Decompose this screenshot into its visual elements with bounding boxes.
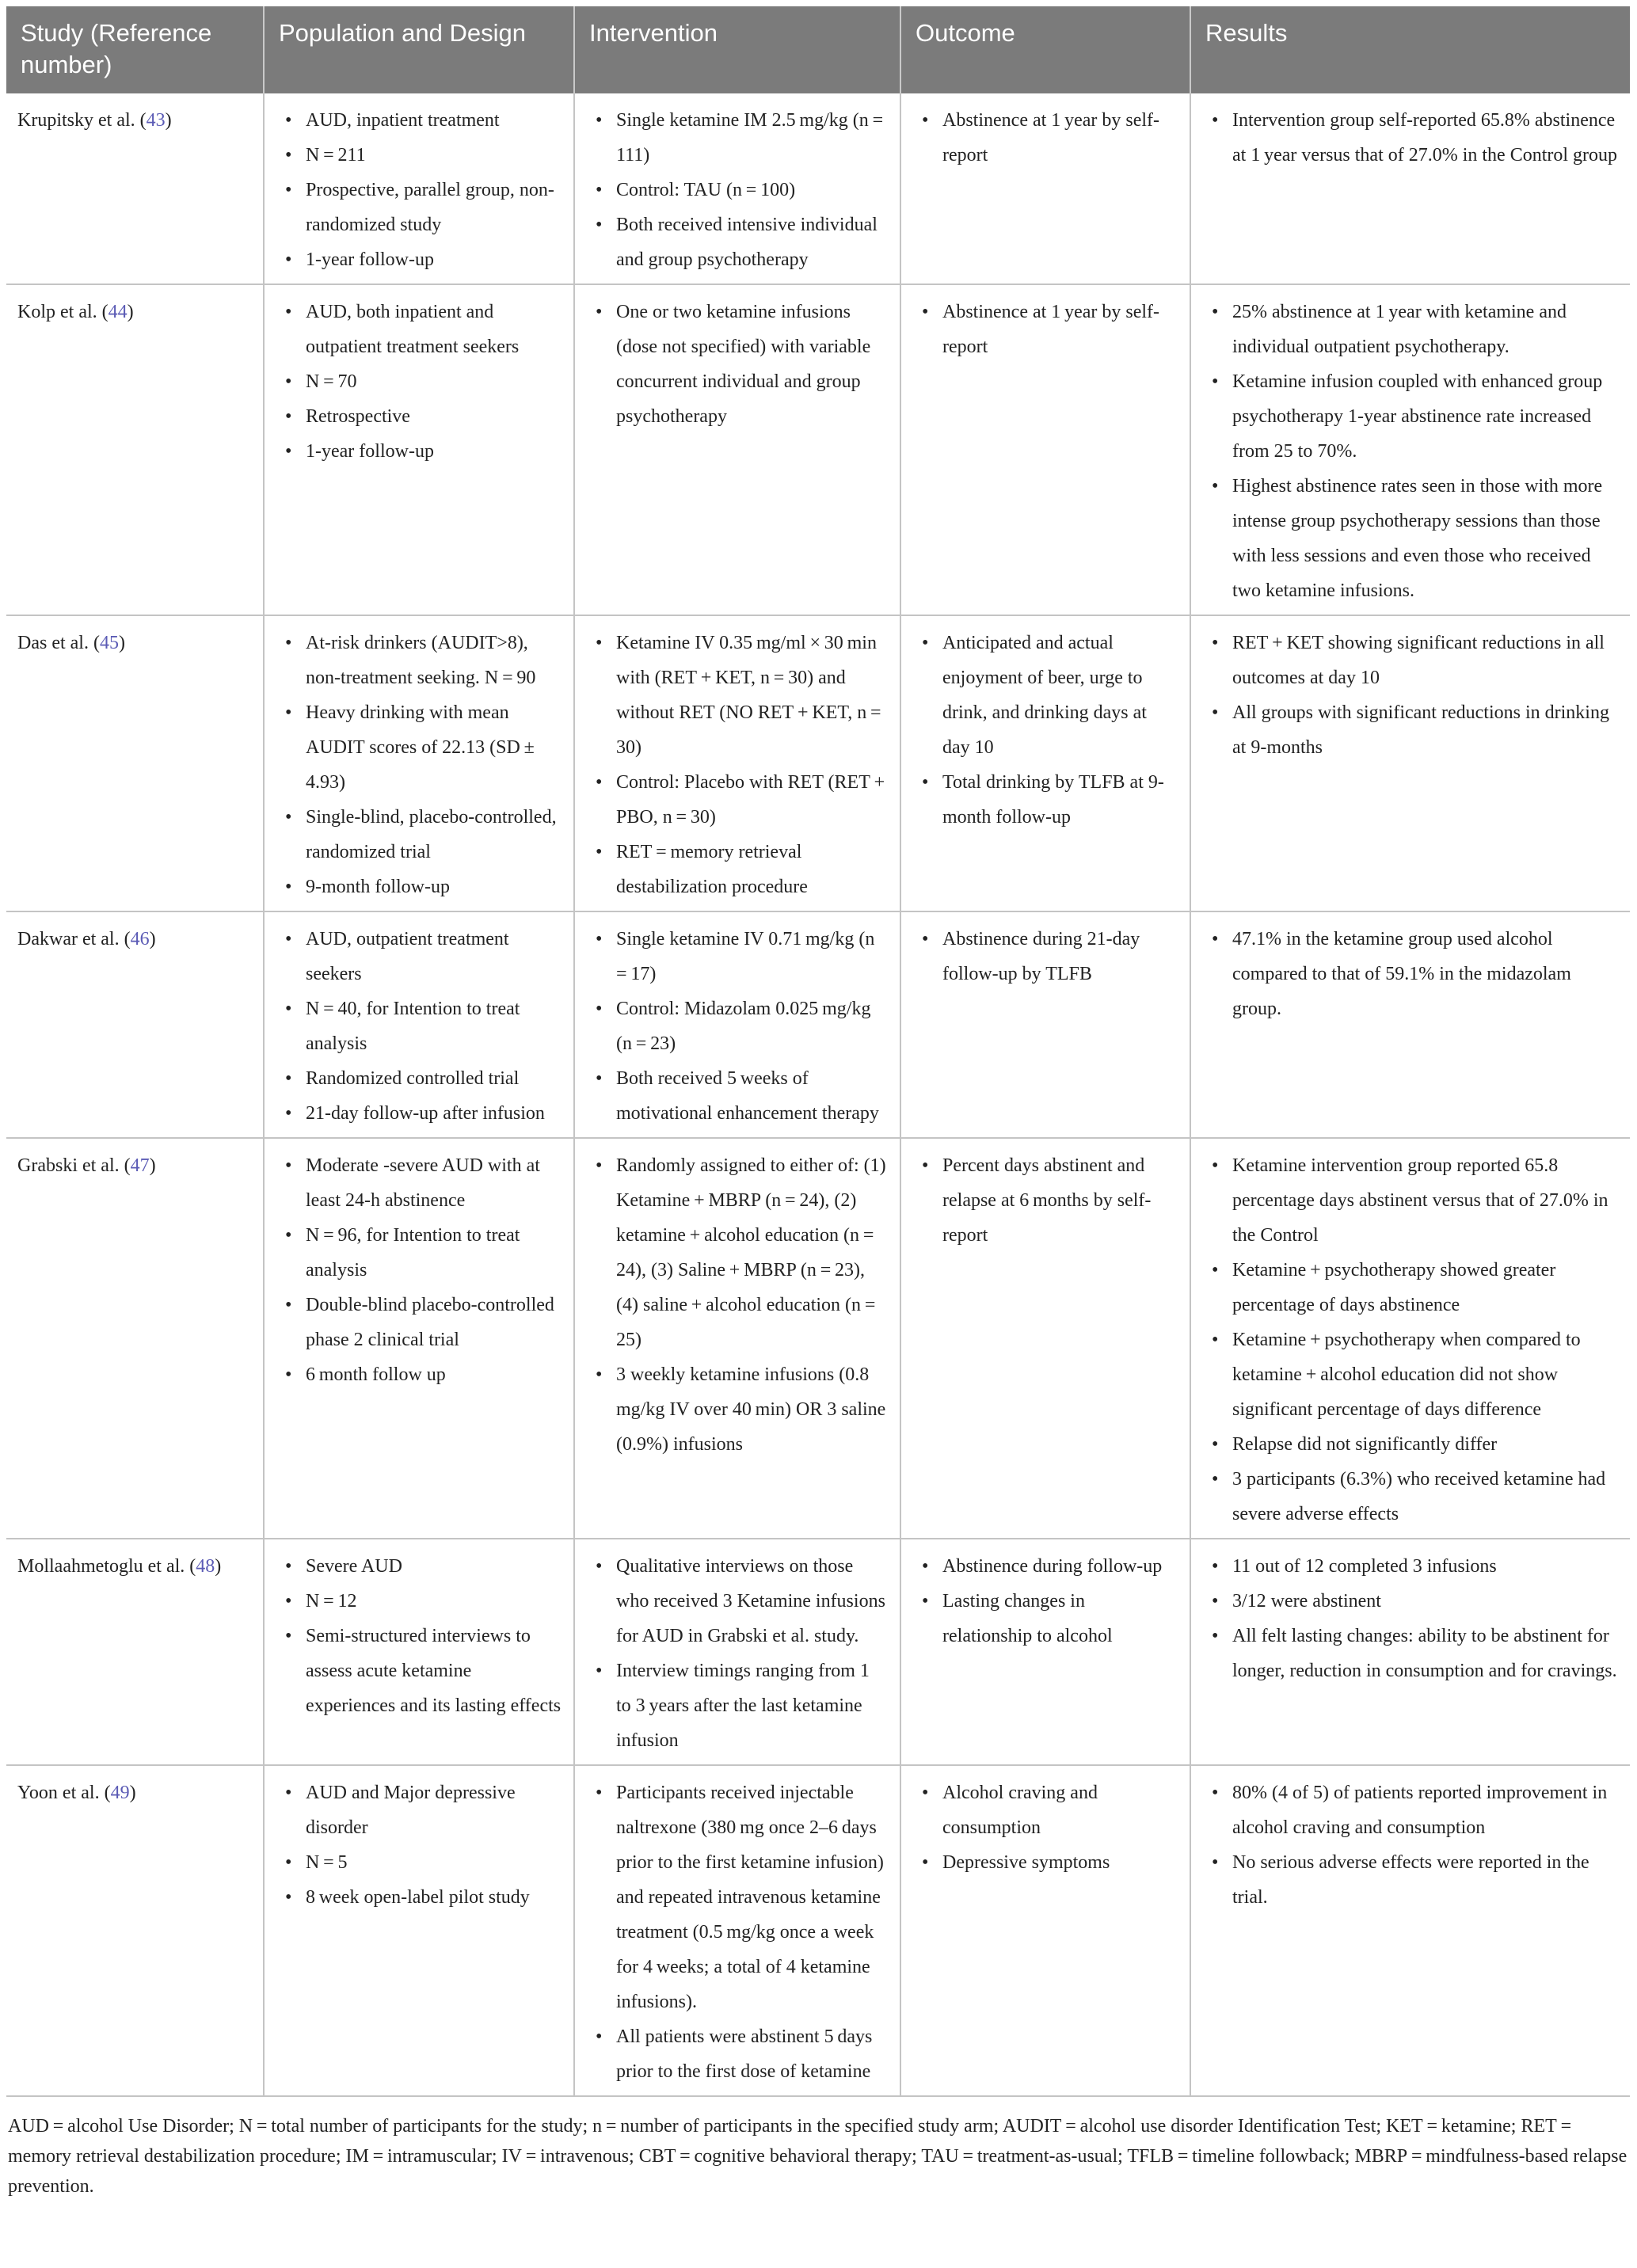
list-item: • Ketamine infusion coupled with enhanced group psychotherapy 1-year abstinence rate increased from 25 to 70%.: [1205, 364, 1619, 469]
results-cell: [1190, 1539, 1630, 1765]
population-cell: [264, 615, 574, 911]
studies-table: [6, 6, 1630, 2097]
outcome-list: [916, 295, 1178, 364]
ref-open-paren: (: [119, 929, 131, 949]
results-cell: [1190, 1765, 1630, 2096]
list-item: • N = 12: [279, 1584, 562, 1619]
study-cell: [6, 615, 264, 911]
table-body: [6, 93, 1630, 2096]
results-cell: [1190, 911, 1630, 1138]
results-cell: [1190, 1138, 1630, 1539]
reference-link[interactable]: 43: [146, 110, 166, 131]
list-item: • All groups with significant reductions in drinking at 9-months: [1205, 695, 1619, 765]
results-list: [1205, 922, 1619, 1026]
study-name: Krupitsky et al.: [17, 110, 135, 131]
list-item: • Heavy drinking with mean AUDIT scores of 22.13 (SD ± 4.93): [279, 695, 562, 800]
study-name: Das et al.: [17, 633, 89, 653]
ref-close-paren: ): [149, 1155, 156, 1176]
list-item: • 47.1% in the ketamine group used alcohol compared to that of 59.1% in the midazolam group.: [1205, 922, 1619, 1026]
list-item: • Semi-structured interviews to assess acute ketamine experiences and its lasting effects: [279, 1619, 562, 1723]
list-item: • 3/12 were abstinent: [1205, 1584, 1619, 1619]
list-item: • N = 96, for Intention to treat analysis: [279, 1218, 562, 1288]
list-item: • Randomly assigned to either of: (1) Ketamine + MBRP (n = 24), (2) ketamine + alcohol education (n = 24), (3) Saline + MBRP (n = 23), (4) saline + alcohol education (n = 25): [589, 1148, 889, 1357]
intervention-list: [589, 922, 889, 1131]
table-row: [6, 911, 1630, 1138]
list-item: • Both received 5 weeks of motivational enhancement therapy: [589, 1061, 889, 1131]
list-item: • 3 participants (6.3%) who received ketamine had severe adverse effects: [1205, 1462, 1619, 1532]
list-item: • RET + KET showing significant reductions in all outcomes at day 10: [1205, 626, 1619, 695]
intervention-list: [589, 1549, 889, 1758]
list-item: • AUD, both inpatient and outpatient treatment seekers: [279, 295, 562, 364]
list-item: • Single-blind, placebo-controlled, randomized trial: [279, 800, 562, 870]
ref-close-paren: ): [127, 302, 134, 322]
population-cell: [264, 1765, 574, 2096]
population-list: [279, 1148, 562, 1392]
table-row: [6, 1138, 1630, 1539]
table-row: [6, 1539, 1630, 1765]
list-item: • Highest abstinence rates seen in those with more intense group psychotherapy sessions than those with less sessions and even those who received two ketamine infusions.: [1205, 469, 1619, 608]
population-cell: [264, 1539, 574, 1765]
table-footnote: AUD = alcohol Use Disorder; N = total number of participants for the study; n = number of participants in the specified study arm; AUDIT = alcohol use disorder Identification Test; KET = ketamine; RET = memory retrieval destabilization procedure; IM = intramuscular; IV = intravenous; CBT = cognitive behavioral therapy; TAU = treatment-as-usual; TFLB = timeline followback; MBRP = mindfulness-based relapse prevention.: [8, 2116, 1627, 2197]
list-item: • 21-day follow-up after infusion: [279, 1096, 562, 1131]
list-item: • Lasting changes in relationship to alcohol: [916, 1584, 1178, 1653]
results-list: [1205, 1549, 1619, 1688]
population-cell: [264, 284, 574, 615]
outcome-list: [916, 1549, 1178, 1653]
list-item: • Abstinence at 1 year by self-report: [916, 103, 1178, 173]
list-item: • AUD, outpatient treatment seekers: [279, 922, 562, 991]
ref-open-paren: (: [97, 302, 108, 322]
list-item: • N = 70: [279, 364, 562, 399]
study-name: Yoon et al.: [17, 1783, 100, 1803]
list-item: • Relapse did not significantly differ: [1205, 1427, 1619, 1462]
list-item: • 6 month follow up: [279, 1357, 562, 1392]
population-list: [279, 626, 562, 904]
study-cell: [6, 1539, 264, 1765]
list-item: • Control: Placebo with RET (RET + PBO, n = 30): [589, 765, 889, 835]
list-item: • At-risk drinkers (AUDIT>8), non-treatment seeking. N = 90: [279, 626, 562, 695]
reference-link[interactable]: 46: [130, 929, 150, 949]
ref-open-paren: (: [185, 1556, 196, 1577]
list-item: • Interview timings ranging from 1 to 3 years after the last ketamine infusion: [589, 1653, 889, 1758]
study-cell: [6, 284, 264, 615]
reference-link[interactable]: 45: [99, 633, 119, 653]
intervention-cell: [574, 284, 900, 615]
study-name: Mollaahmetoglu et al.: [17, 1556, 185, 1577]
list-item: • AUD, inpatient treatment: [279, 103, 562, 138]
population-list: [279, 1775, 562, 1915]
study-cell: [6, 1138, 264, 1539]
list-item: • Total drinking by TLFB at 9-month follow-up: [916, 765, 1178, 835]
header-outcome: Outcome: [900, 6, 1190, 93]
intervention-cell: [574, 1539, 900, 1765]
header-intervention: Intervention: [574, 6, 900, 93]
list-item: • Intervention group self-reported 65.8% abstinence at 1 year versus that of 27.0% in the Control group: [1205, 103, 1619, 173]
list-item: • All felt lasting changes: ability to be abstinent for longer, reduction in consumption and for cravings.: [1205, 1619, 1619, 1688]
ref-close-paren: ): [149, 929, 156, 949]
population-list: [279, 295, 562, 469]
list-item: • Retrospective: [279, 399, 562, 434]
list-item: • Alcohol craving and consumption: [916, 1775, 1178, 1845]
list-item: • Severe AUD: [279, 1549, 562, 1584]
outcome-list: [916, 1775, 1178, 1880]
results-list: [1205, 1148, 1619, 1532]
list-item: • 25% abstinence at 1 year with ketamine and individual outpatient psychotherapy.: [1205, 295, 1619, 364]
list-item: • All patients were abstinent 5 days prior to the first dose of ketamine: [589, 2019, 889, 2089]
list-item: • Control: Midazolam 0.025 mg/kg (n = 23): [589, 991, 889, 1061]
list-item: • Both received intensive individual and group psychotherapy: [589, 207, 889, 277]
intervention-cell: [574, 1765, 900, 2096]
intervention-list: [589, 1148, 889, 1462]
list-item: • Abstinence at 1 year by self-report: [916, 295, 1178, 364]
ref-open-paren: (: [135, 110, 147, 131]
outcome-cell: [900, 1765, 1190, 2096]
study-name: Kolp et al.: [17, 302, 97, 322]
outcome-list: [916, 103, 1178, 173]
list-item: • N = 40, for Intention to treat analysis: [279, 991, 562, 1061]
results-list: [1205, 1775, 1619, 1915]
list-item: • Percent days abstinent and relapse at 6 months by self-report: [916, 1148, 1178, 1253]
results-cell: [1190, 615, 1630, 911]
outcome-list: [916, 922, 1178, 991]
list-item: • RET = memory retrieval destabilization procedure: [589, 835, 889, 904]
intervention-list: [589, 103, 889, 277]
ref-open-paren: (: [99, 1783, 111, 1803]
reference-link[interactable]: 49: [110, 1783, 130, 1803]
list-item: • Ketamine + psychotherapy showed greater percentage of days abstinence: [1205, 1253, 1619, 1322]
reference-link[interactable]: 47: [130, 1155, 150, 1176]
list-item: • 80% (4 of 5) of patients reported improvement in alcohol craving and consumption: [1205, 1775, 1619, 1845]
header-population: Population and Design: [264, 6, 574, 93]
table-row: [6, 93, 1630, 284]
outcome-list: [916, 626, 1178, 835]
population-cell: [264, 93, 574, 284]
header-study: Study (Reference number): [6, 6, 264, 93]
results-list: [1205, 295, 1619, 608]
population-list: [279, 1549, 562, 1723]
outcome-cell: [900, 615, 1190, 911]
population-list: [279, 103, 562, 277]
study-cell: [6, 911, 264, 1138]
list-item: • 1-year follow-up: [279, 434, 562, 469]
list-item: • 11 out of 12 completed 3 infusions: [1205, 1549, 1619, 1584]
results-list: [1205, 103, 1619, 173]
list-item: • Double-blind placebo-controlled phase 2 clinical trial: [279, 1288, 562, 1357]
list-item: • Prospective, parallel group, non-randomized study: [279, 173, 562, 242]
list-item: • Ketamine intervention group reported 65.8 percentage days abstinent versus that of 27.0% in the Control: [1205, 1148, 1619, 1253]
intervention-cell: [574, 911, 900, 1138]
ref-open-paren: (: [119, 1155, 131, 1176]
list-item: • Participants received injectable naltrexone (380 mg once 2–6 days prior to the first ketamine infusion) and repeated intravenous ketamine treatment (0.5 mg/kg once a week for 4 weeks; a total of 4 ketamine infusions).: [589, 1775, 889, 2019]
table-row: [6, 1765, 1630, 2096]
ref-close-paren: ): [165, 110, 172, 131]
table-row: [6, 615, 1630, 911]
list-item: • Single ketamine IV 0.71 mg/kg (n = 17): [589, 922, 889, 991]
list-item: • Randomized controlled trial: [279, 1061, 562, 1096]
header-row: [6, 6, 1630, 93]
list-item: • Control: TAU (n = 100): [589, 173, 889, 207]
outcome-cell: [900, 1539, 1190, 1765]
population-cell: [264, 1138, 574, 1539]
table-row: [6, 284, 1630, 615]
list-item: • No serious adverse effects were reported in the trial.: [1205, 1845, 1619, 1915]
intervention-list: [589, 1775, 889, 2089]
list-item: • N = 211: [279, 138, 562, 173]
list-item: • 3 weekly ketamine infusions (0.8 mg/kg IV over 40 min) OR 3 saline (0.9%) infusions: [589, 1357, 889, 1462]
list-item: • Abstinence during follow-up: [916, 1549, 1178, 1584]
list-item: • 1-year follow-up: [279, 242, 562, 277]
intervention-list: [589, 295, 889, 434]
study-cell: [6, 1765, 264, 2096]
ref-close-paren: ): [215, 1556, 222, 1577]
population-list: [279, 922, 562, 1131]
list-item: • Anticipated and actual enjoyment of beer, urge to drink, and drinking days at day 10: [916, 626, 1178, 765]
list-item: • Ketamine IV 0.35 mg/ml × 30 min with (RET + KET, n = 30) and without RET (NO RET + KET, n = 30): [589, 626, 889, 765]
ref-close-paren: ): [129, 1783, 136, 1803]
ref-open-paren: (: [88, 633, 100, 653]
results-cell: [1190, 93, 1630, 284]
population-cell: [264, 911, 574, 1138]
intervention-cell: [574, 1138, 900, 1539]
ref-close-paren: ): [118, 633, 125, 653]
list-item: • 8 week open-label pilot study: [279, 1880, 562, 1915]
outcome-list: [916, 1148, 1178, 1253]
outcome-cell: [900, 1138, 1190, 1539]
header-results: Results: [1190, 6, 1630, 93]
list-item: • Moderate -severe AUD with at least 24-h abstinence: [279, 1148, 562, 1218]
study-cell: [6, 93, 264, 284]
table-container: [6, 6, 1630, 2201]
intervention-cell: [574, 93, 900, 284]
intervention-cell: [574, 615, 900, 911]
list-item: • Abstinence during 21-day follow-up by TLFB: [916, 922, 1178, 991]
study-name: Dakwar et al.: [17, 929, 120, 949]
outcome-cell: [900, 284, 1190, 615]
list-item: • AUD and Major depressive disorder: [279, 1775, 562, 1845]
study-name: Grabski et al.: [17, 1155, 120, 1176]
outcome-cell: [900, 911, 1190, 1138]
list-item: • Ketamine + psychotherapy when compared to ketamine + alcohol education did not show significant percentage of days difference: [1205, 1322, 1619, 1427]
reference-link[interactable]: 48: [196, 1556, 215, 1577]
list-item: • One or two ketamine infusions (dose not specified) with variable concurrent individual and group psychotherapy: [589, 295, 889, 434]
reference-link[interactable]: 44: [108, 302, 128, 322]
list-item: • Depressive symptoms: [916, 1845, 1178, 1880]
list-item: • 9-month follow-up: [279, 870, 562, 904]
list-item: • Single ketamine IM 2.5 mg/kg (n = 111): [589, 103, 889, 173]
intervention-list: [589, 626, 889, 904]
list-item: • Qualitative interviews on those who received 3 Ketamine infusions for AUD in Grabski et al. study.: [589, 1549, 889, 1653]
results-cell: [1190, 284, 1630, 615]
outcome-cell: [900, 93, 1190, 284]
list-item: • N = 5: [279, 1845, 562, 1880]
results-list: [1205, 626, 1619, 765]
